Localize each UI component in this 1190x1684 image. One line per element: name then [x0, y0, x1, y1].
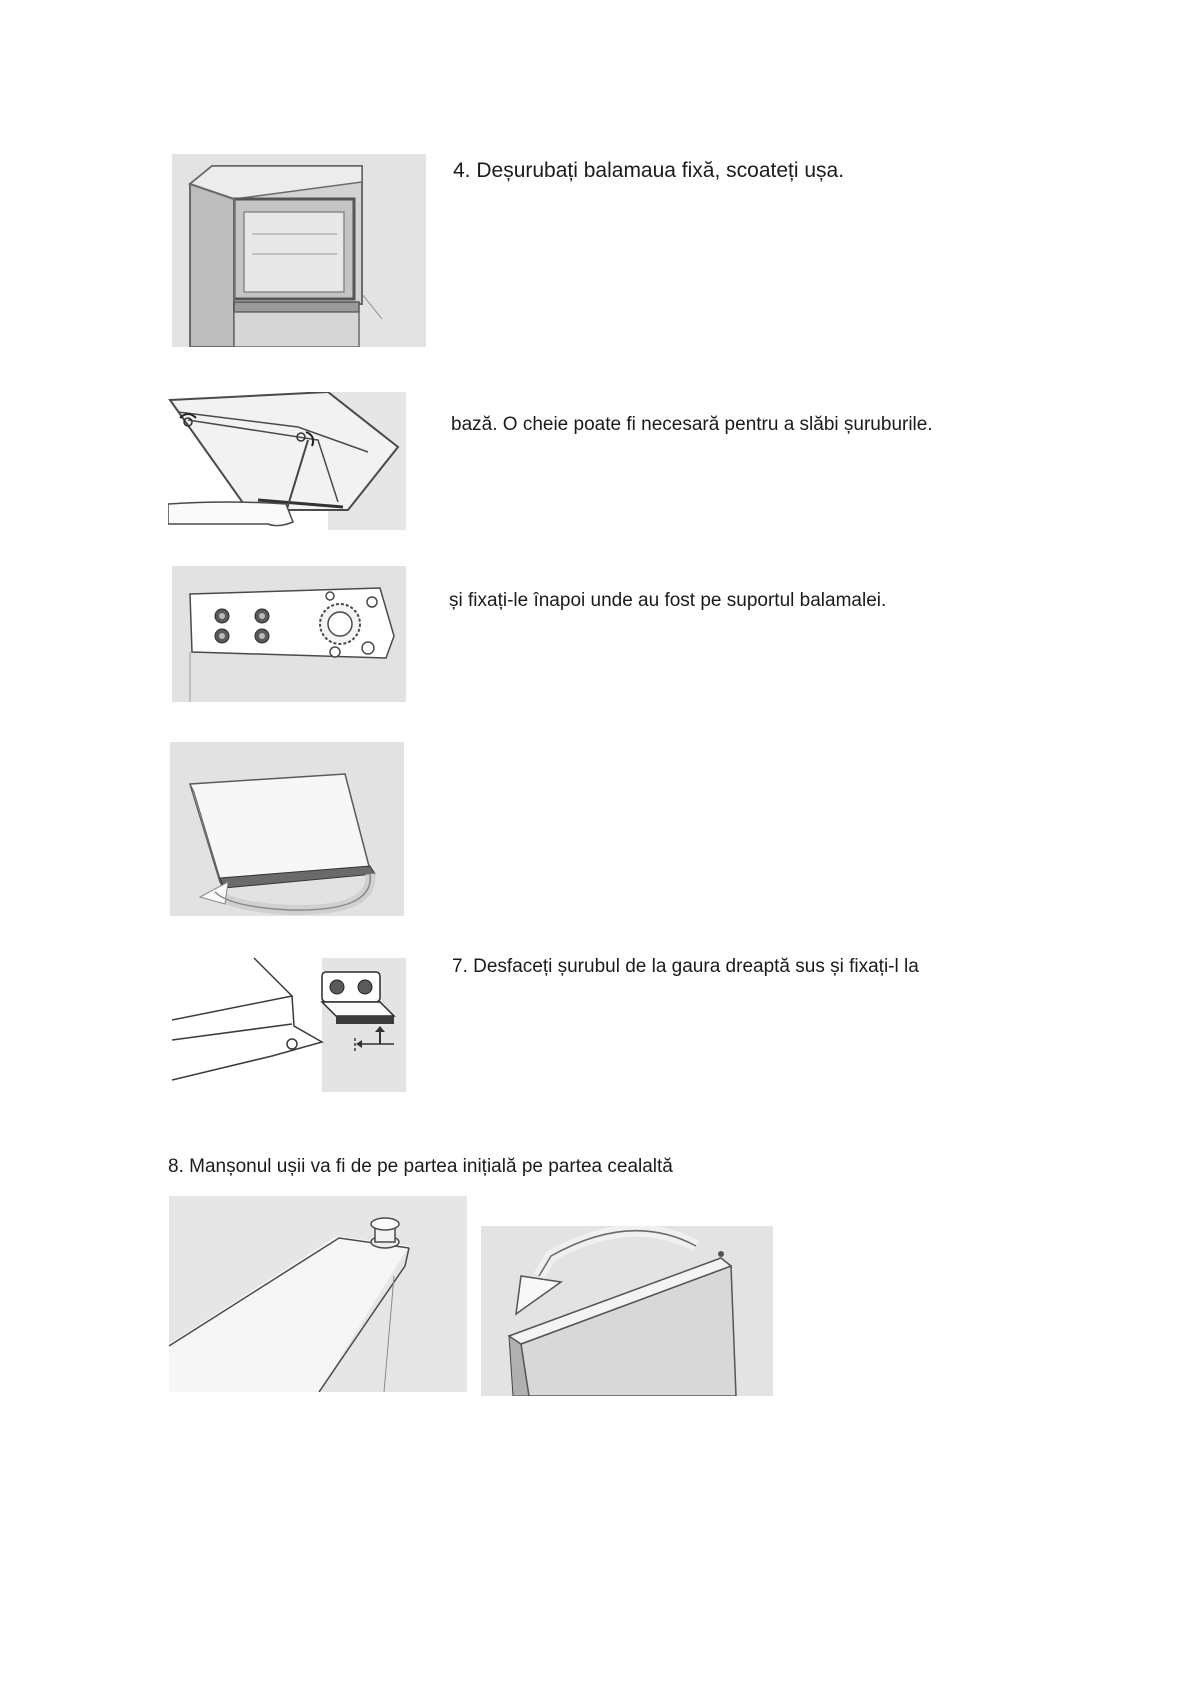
step-4-text: 4. Deșurubați balamaua fixă, scoateți ușa.	[453, 159, 845, 182]
step-6-text: și fixați-le înapoi unde au fost pe suportul balamalei.	[449, 590, 887, 611]
door-sleeve-pin-illustration	[169, 1196, 467, 1392]
hinge-pin-swap-illustration	[172, 956, 406, 1092]
fridge-freezer-open-illustration	[172, 154, 426, 347]
hinge-bracket-screws-illustration	[172, 566, 406, 702]
step-7-text: 7. Desfaceți șurubul de la gaura dreaptă sus și fixați-l la	[452, 956, 919, 977]
door-sleeve-transfer-arrow-illustration	[481, 1226, 773, 1396]
step-5-text: bază. O cheie poate fi necesară pentru a slăbi șuruburile.	[451, 414, 933, 435]
door-bottom-hinge-wrench-illustration	[168, 392, 406, 530]
step-8-text: 8. Manșonul ușii va fi de pe partea inițială pe partea cealaltă	[168, 1156, 673, 1177]
door-flip-arrow-illustration	[170, 742, 404, 916]
